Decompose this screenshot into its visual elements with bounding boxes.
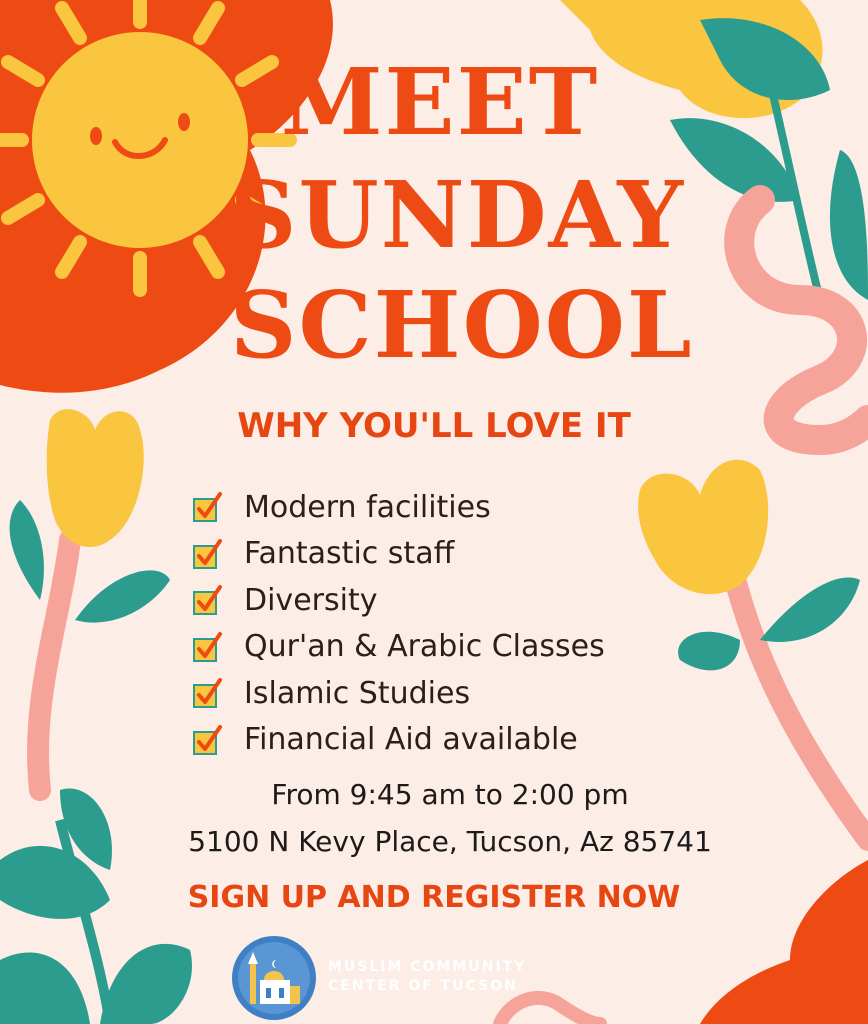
checkbox-check-icon bbox=[192, 677, 224, 709]
list-item bbox=[192, 717, 605, 764]
signup-call-to-action: SIGN UP AND REGISTER NOW bbox=[187, 880, 681, 915]
pink-squiggle-bottom bbox=[500, 998, 600, 1024]
list-item bbox=[192, 670, 605, 717]
feature-label: Financial Aid available bbox=[244, 722, 578, 758]
organization-name-line-1: MUSLIM COMMUNITY bbox=[328, 959, 527, 975]
organization-name-line-2: CENTER OF TUCSON bbox=[328, 978, 518, 994]
feature-label: Islamic Studies bbox=[244, 675, 471, 711]
checkbox-check-icon bbox=[192, 584, 224, 616]
schedule-hours: From 9:45 am to 2:00 pm bbox=[271, 778, 629, 811]
checkbox-check-icon bbox=[192, 538, 224, 570]
tulip-icon bbox=[10, 409, 170, 790]
feature-label: Fantastic staff bbox=[244, 536, 455, 572]
feature-label: Diversity bbox=[244, 582, 378, 618]
checkbox-check-icon bbox=[192, 631, 224, 663]
feature-label: Modern facilities bbox=[244, 489, 491, 525]
feature-list bbox=[192, 484, 605, 763]
list-item bbox=[192, 577, 605, 624]
list-item bbox=[192, 484, 605, 531]
address: 5100 N Kevy Place, Tucson, Az 85741 bbox=[188, 825, 712, 858]
checkbox-check-icon bbox=[192, 724, 224, 756]
title-line-1: MEET bbox=[280, 48, 600, 156]
list-item bbox=[192, 624, 605, 671]
list-item bbox=[192, 531, 605, 578]
title-line-2: SUNDAY bbox=[230, 161, 686, 269]
mosque-icon bbox=[230, 934, 318, 1022]
feature-label: Qur'an & Arabic Classes bbox=[244, 629, 605, 665]
checkbox-check-icon bbox=[192, 491, 224, 523]
subtitle: WHY YOU'LL LOVE IT bbox=[237, 406, 631, 446]
title-line-3: SCHOOL bbox=[230, 271, 694, 379]
